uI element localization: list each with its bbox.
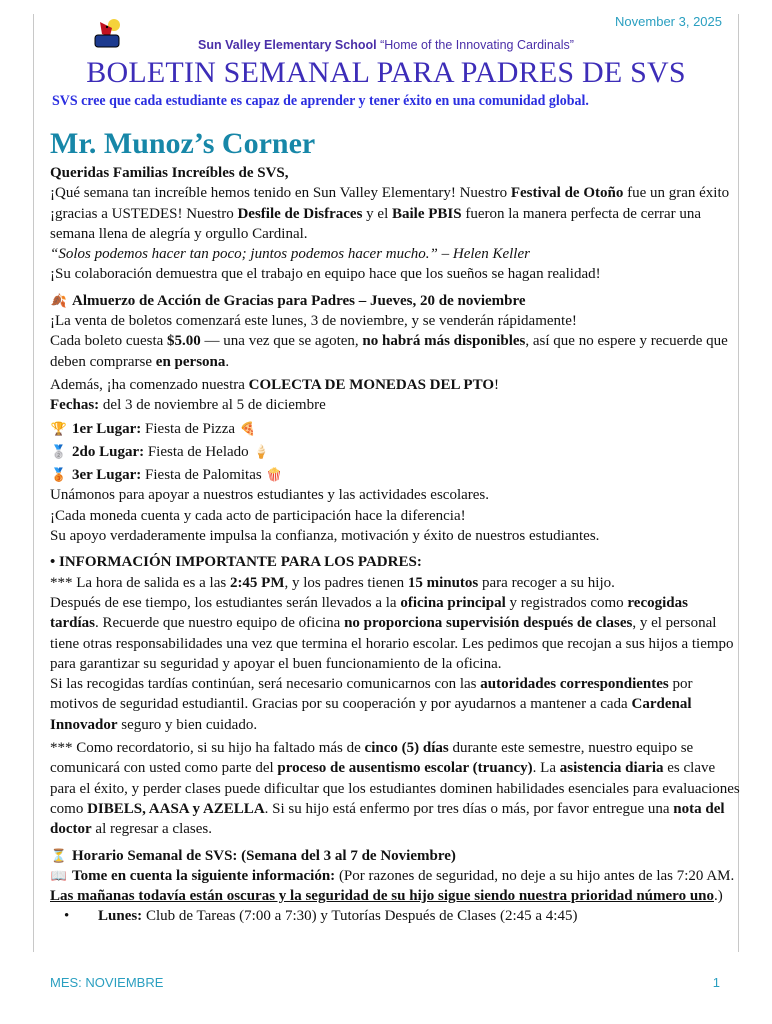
newsletter-body [50,163,740,927]
bronze-medal-icon: 🥉 [50,468,68,484]
text-run: (Por razones de seguridad, no deje a su hijo antes de las 7:20 AM. [335,867,735,884]
text-run: .) [714,888,723,905]
text-run: ¡Qué semana tan increíble hemos tenido en Sun Valley Elementary! Nuestro [50,185,511,202]
text-run: por motivos de seguridad estudiantil. Gracias por su cooperación y por ayudarnos a mantener a cada [50,676,693,713]
emphasized-text: recogidas tardías [50,594,688,632]
paragraph [50,163,740,183]
text-run: del 3 de noviembre al 5 de diciembre [99,397,326,414]
paragraph [50,552,740,572]
emphasized-text: COLECTA DE MONEDAS DEL PTO [248,376,494,393]
paragraph [50,465,740,485]
school-header [0,37,772,53]
text-run: durante este semestre, nuestro equipo se comunicará con usted como parte del [50,740,694,777]
text-run: Club de Tareas (7:00 a 7:30) y Tutorías Después de Clases (2:45 a 4:45) [142,908,578,925]
paragraph [50,866,740,907]
emphasized-text: Cardenal Innovador [50,696,692,733]
emphasized-text: no habrá más disponibles [362,333,526,350]
school-motto: “Home of the Innovating Cardinals” [380,38,574,52]
newsletter-title: BOLETIN SEMANAL PARA PADRES DE SVS [86,56,686,89]
paragraph [50,183,740,244]
emphasized-text: Fechas: [50,397,100,414]
section-heading: Mr. Munoz’s Corner [50,127,316,160]
text-run: *** La hora de salida es a las [50,574,230,591]
paragraph [50,738,740,839]
paragraph [50,264,740,284]
emphasized-text: en persona [155,353,226,370]
newsletter-date: November 3, 2025 [615,14,722,29]
text-run: Después de ese tiempo, los estudiantes serán llevados a la [50,594,401,611]
paragraph [50,395,740,415]
text-run: , y los padres tienen [284,574,408,591]
silver-medal-icon: 🥈 [50,444,68,460]
paragraph [50,846,740,866]
text-run: fueron la manera perfecta de cerrar una semana llena de alegría y orgullo Cardinal. [50,205,702,242]
emphasized-text: Queridas Familias Increíbles de SVS, [50,165,289,181]
text-run: Si las recogidas tardías continúan, será necesario comunicarnos con las [50,676,481,693]
school-tagline: SVS cree que cada estudiante es capaz de aprender y tener éxito en una comunidad global. [52,93,589,109]
emphasized-text: Baile PBIS [392,205,462,222]
emphasized-text: Las mañanas todavía están oscuras y la seguridad de su hijo sigue siendo nuestra prioridad número uno [50,888,714,905]
emphasized-text: autoridades correspondientes [480,676,669,693]
emphasized-text: Almuerzo de Acción de Gracias para Padres – Jueves, 20 de noviembre [72,292,526,309]
footer-month: MES: NOVIEMBRE [50,975,164,990]
paragraph [50,291,740,311]
text-run: . [225,353,230,370]
text-run: ! [494,376,499,393]
paragraph [50,506,740,526]
text-run: para recoger a su hijo. [478,574,615,591]
paragraph [50,674,740,735]
paragraph [50,311,740,331]
paragraph [50,593,740,674]
emphasized-text: DIBELS, AASA y AZELLA [87,800,265,817]
emphasized-text: asistencia diaria [559,760,664,777]
text-run: ¡La venta de boletos comenzará este lunes, 3 de noviembre, y se venderán rápidamente! [50,313,577,330]
emphasized-text: 2:45 PM [229,574,285,591]
popcorn-icon: 🍿 [266,468,283,484]
text-run: . Recuerde que nuestro equipo de oficina [95,615,345,632]
text-run: seguro y bien cuidado. [117,716,258,733]
emphasized-text: Tome en cuenta la siguiente información: [72,867,336,884]
text-run: Fiesta de Palomitas [141,467,266,484]
emphasized-text: proceso de ausentismo escolar (truancy) [277,760,533,777]
hourglass-icon: ⏳ [50,848,68,864]
emphasized-text: 2do Lugar: [72,443,145,460]
emphasized-text: Horario Semanal de SVS: (Semana del 3 al 7 de Noviembre) [72,847,456,864]
text-run: Fiesta de Pizza [141,420,239,437]
paragraph [50,244,740,264]
emphasized-text: 15 minutos [407,574,479,591]
emphasized-text: no proporciona supervisión después de clases [344,615,633,632]
emphasized-text: • INFORMACIÓN IMPORTANTE PARA LOS PADRES: [50,554,422,571]
school-name: Sun Valley Elementary School [198,38,377,52]
trophy-icon: 🏆 [50,421,68,437]
emphasized-text: cinco (5) días [364,740,449,757]
paragraph [50,485,740,505]
text-run: , y el personal tiene otras responsabilidades una vez que termina el horario escolar. Les pedimos que recojan a sus hijos a tiempo para garantizar su seguridad y apoyar el buen funcionamiento de la oficina. [50,615,734,672]
text-run: es clave para el éxito, y perder clases puede dificultar que los estudiantes dominen habilidades esenciales para evaluaciones como [50,760,740,817]
text-run: Cada boleto cuesta [50,333,168,350]
text-run: y registrados como [505,594,628,611]
text-run: Unámonos para apoyar a nuestros estudiantes y las actividades escolares. [50,487,490,504]
paragraph [50,442,740,462]
text-run: al regresar a clases. [91,821,213,838]
emphasized-text: Lunes: [98,908,143,925]
bullet-marker: • [64,908,70,925]
text-run: *** Como recordatorio, si su hijo ha faltado más de [50,740,365,757]
page-border-left [33,14,34,952]
text-run: . La [532,760,560,777]
page-number: 1 [712,975,720,990]
ice-cream-icon: 🍦 [253,444,270,460]
text-run: , así que no espere y recuerde que deben comprarse [50,333,728,370]
text-run: ¡Su colaboración demuestra que el trabajo en equipo hace que los sueños se hagan realidad! [50,266,601,283]
pizza-icon: 🍕 [239,421,256,437]
emphasized-text: 1er Lugar: [72,420,142,437]
emphasized-text: $5.00 [167,333,201,350]
paragraph [50,573,740,593]
paragraph [50,419,740,439]
text-run: Fiesta de Helado [144,443,253,460]
text-run: . Si su hijo está enfermo por tres días o más, por favor entregue una [264,800,674,817]
paragraph [50,906,740,926]
text-run: y el [362,205,392,222]
paragraph [50,526,740,546]
emphasized-text: 3er Lugar: [72,467,142,484]
paragraph [50,375,740,395]
text-run: — una vez que se agoten, [200,333,363,350]
open-book-icon: 📖 [50,868,68,884]
text-run: Además, ¡ha comenzado nuestra [50,376,249,393]
emphasized-text: nota del doctor [50,800,725,838]
emphasized-text: “Solos podemos hacer tan poco; juntos podemos hacer mucho.” – Helen Keller [50,246,530,263]
text-run: ¡Cada moneda cuenta y cada acto de participación hace la diferencia! [50,507,466,524]
paragraph [50,331,740,372]
emphasized-text: Desfile de Disfraces [237,205,363,222]
text-run: Su apoyo verdaderamente impulsa la confianza, motivación y éxito de nuestros estudiantes. [50,528,600,545]
emphasized-text: oficina principal [400,594,506,611]
text-run: fue un gran éxito ¡gracias a USTEDES! Nuestro [50,185,730,222]
fallen-leaf-icon: 🍂 [50,293,68,309]
emphasized-text: Festival de Otoño [510,185,624,202]
